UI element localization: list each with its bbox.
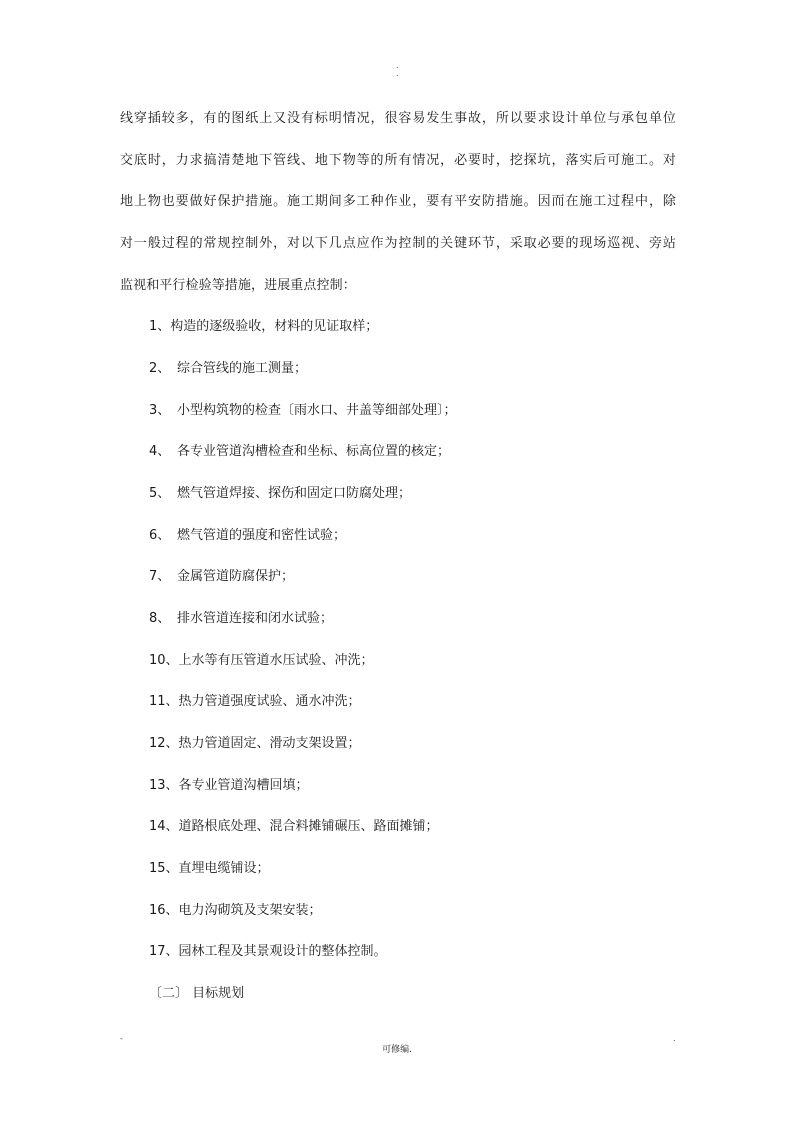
list-item-text: 热力管道强度试验、通水冲洗；	[178, 694, 361, 709]
list-item	[149, 734, 361, 754]
list-item	[149, 359, 307, 379]
list-item-number: 7、	[149, 569, 171, 584]
list-item-text: 电力沟砌筑及支架安装；	[178, 903, 322, 918]
list-item-number: 1、	[149, 319, 171, 334]
list-item	[149, 317, 378, 337]
section-heading: 〔二〕 目标规划	[149, 986, 245, 1001]
list-item-number: 2、	[149, 361, 171, 376]
list-item-number: 17、	[149, 944, 179, 959]
paragraph-line: 线穿插较多，有的图纸上又没有标明情况，很容易发生事故，所以要求设计单位与承包单位	[120, 111, 676, 126]
list-item	[149, 609, 333, 629]
list-item-number: 13、	[149, 778, 179, 793]
paragraph-line: 监视和平行检验等措施，进展重点控制：	[120, 278, 356, 293]
list-item-text: 燃气管道的强度和密性试验；	[177, 528, 347, 543]
list-item-text: 金属管道防腐保护；	[177, 569, 295, 584]
list-item-text: 各专业管道沟槽检查和坐标、标高位置的核定；	[177, 444, 451, 459]
list-item-number: 8、	[149, 611, 171, 626]
list-item	[149, 859, 270, 879]
list-item-number: 5、	[149, 486, 171, 501]
list-item	[149, 484, 411, 504]
list-item-text: 园林工程及其景观设计的整体控制。	[178, 944, 387, 959]
paragraph-line: 地上物也要做好保护措施。施工期间多工种作业，要有平安防措施。因而在施工过程中，除	[120, 194, 676, 209]
list-item	[149, 567, 294, 587]
list-item-text: 各专业管道沟槽回填；	[178, 778, 309, 793]
list-item-number: 11、	[149, 694, 179, 709]
list-item	[149, 442, 450, 462]
footer-left-mark: -	[120, 1034, 123, 1043]
list-item	[149, 942, 387, 962]
footer-right-mark: .	[673, 1034, 676, 1043]
list-item-text: 构造的逐级验收，材料的见证取样；	[170, 319, 379, 334]
list-item-text: 直埋电缆铺设；	[178, 861, 270, 876]
list-item	[149, 776, 309, 796]
header-mark: . .	[396, 61, 399, 78]
list-item-text: 上水等有压管道水压试验、冲洗；	[178, 653, 374, 668]
list-item-number: 4、	[149, 444, 171, 459]
list-item-number: 15、	[149, 861, 179, 876]
paragraph-line: 交底时，力求搞清楚地下管线、地下物等的所有情况，必要时，挖探坑，落实后可施工。对	[120, 153, 676, 168]
list-item-number: 14、	[149, 819, 179, 834]
list-item-text: 燃气管道焊接、探伤和固定口防腐处理；	[177, 486, 412, 501]
list-item-number: 16、	[149, 903, 179, 918]
list-item-text: 热力管道固定、滑动支架设置；	[178, 736, 361, 751]
list-item-text: 排水管道连接和闭水试验；	[177, 611, 334, 626]
list-item-number: 10、	[149, 653, 179, 668]
list-item-text: 小型构筑物的检查〔雨水口、井盖等细部处理〕；	[177, 403, 457, 418]
list-item	[149, 901, 322, 921]
list-item-text: 综合管线的施工测量；	[177, 361, 308, 376]
list-item	[149, 526, 346, 546]
list-item	[149, 401, 457, 421]
list-item-text: 道路根底处理、混合料摊铺碾压、路面摊铺；	[178, 819, 439, 834]
list-item	[149, 817, 439, 837]
list-item-number: 6、	[149, 528, 171, 543]
list-item-number: 3、	[149, 403, 171, 418]
list-item-number: 12、	[149, 736, 179, 751]
list-item	[149, 651, 374, 671]
footer-label: 可修编.	[382, 1045, 412, 1055]
list-item	[149, 692, 361, 712]
paragraph-line: 对一般过程的常规控制外，对以下几点应作为控制的关键环节，采取必要的现场巡视、旁站	[120, 236, 676, 251]
